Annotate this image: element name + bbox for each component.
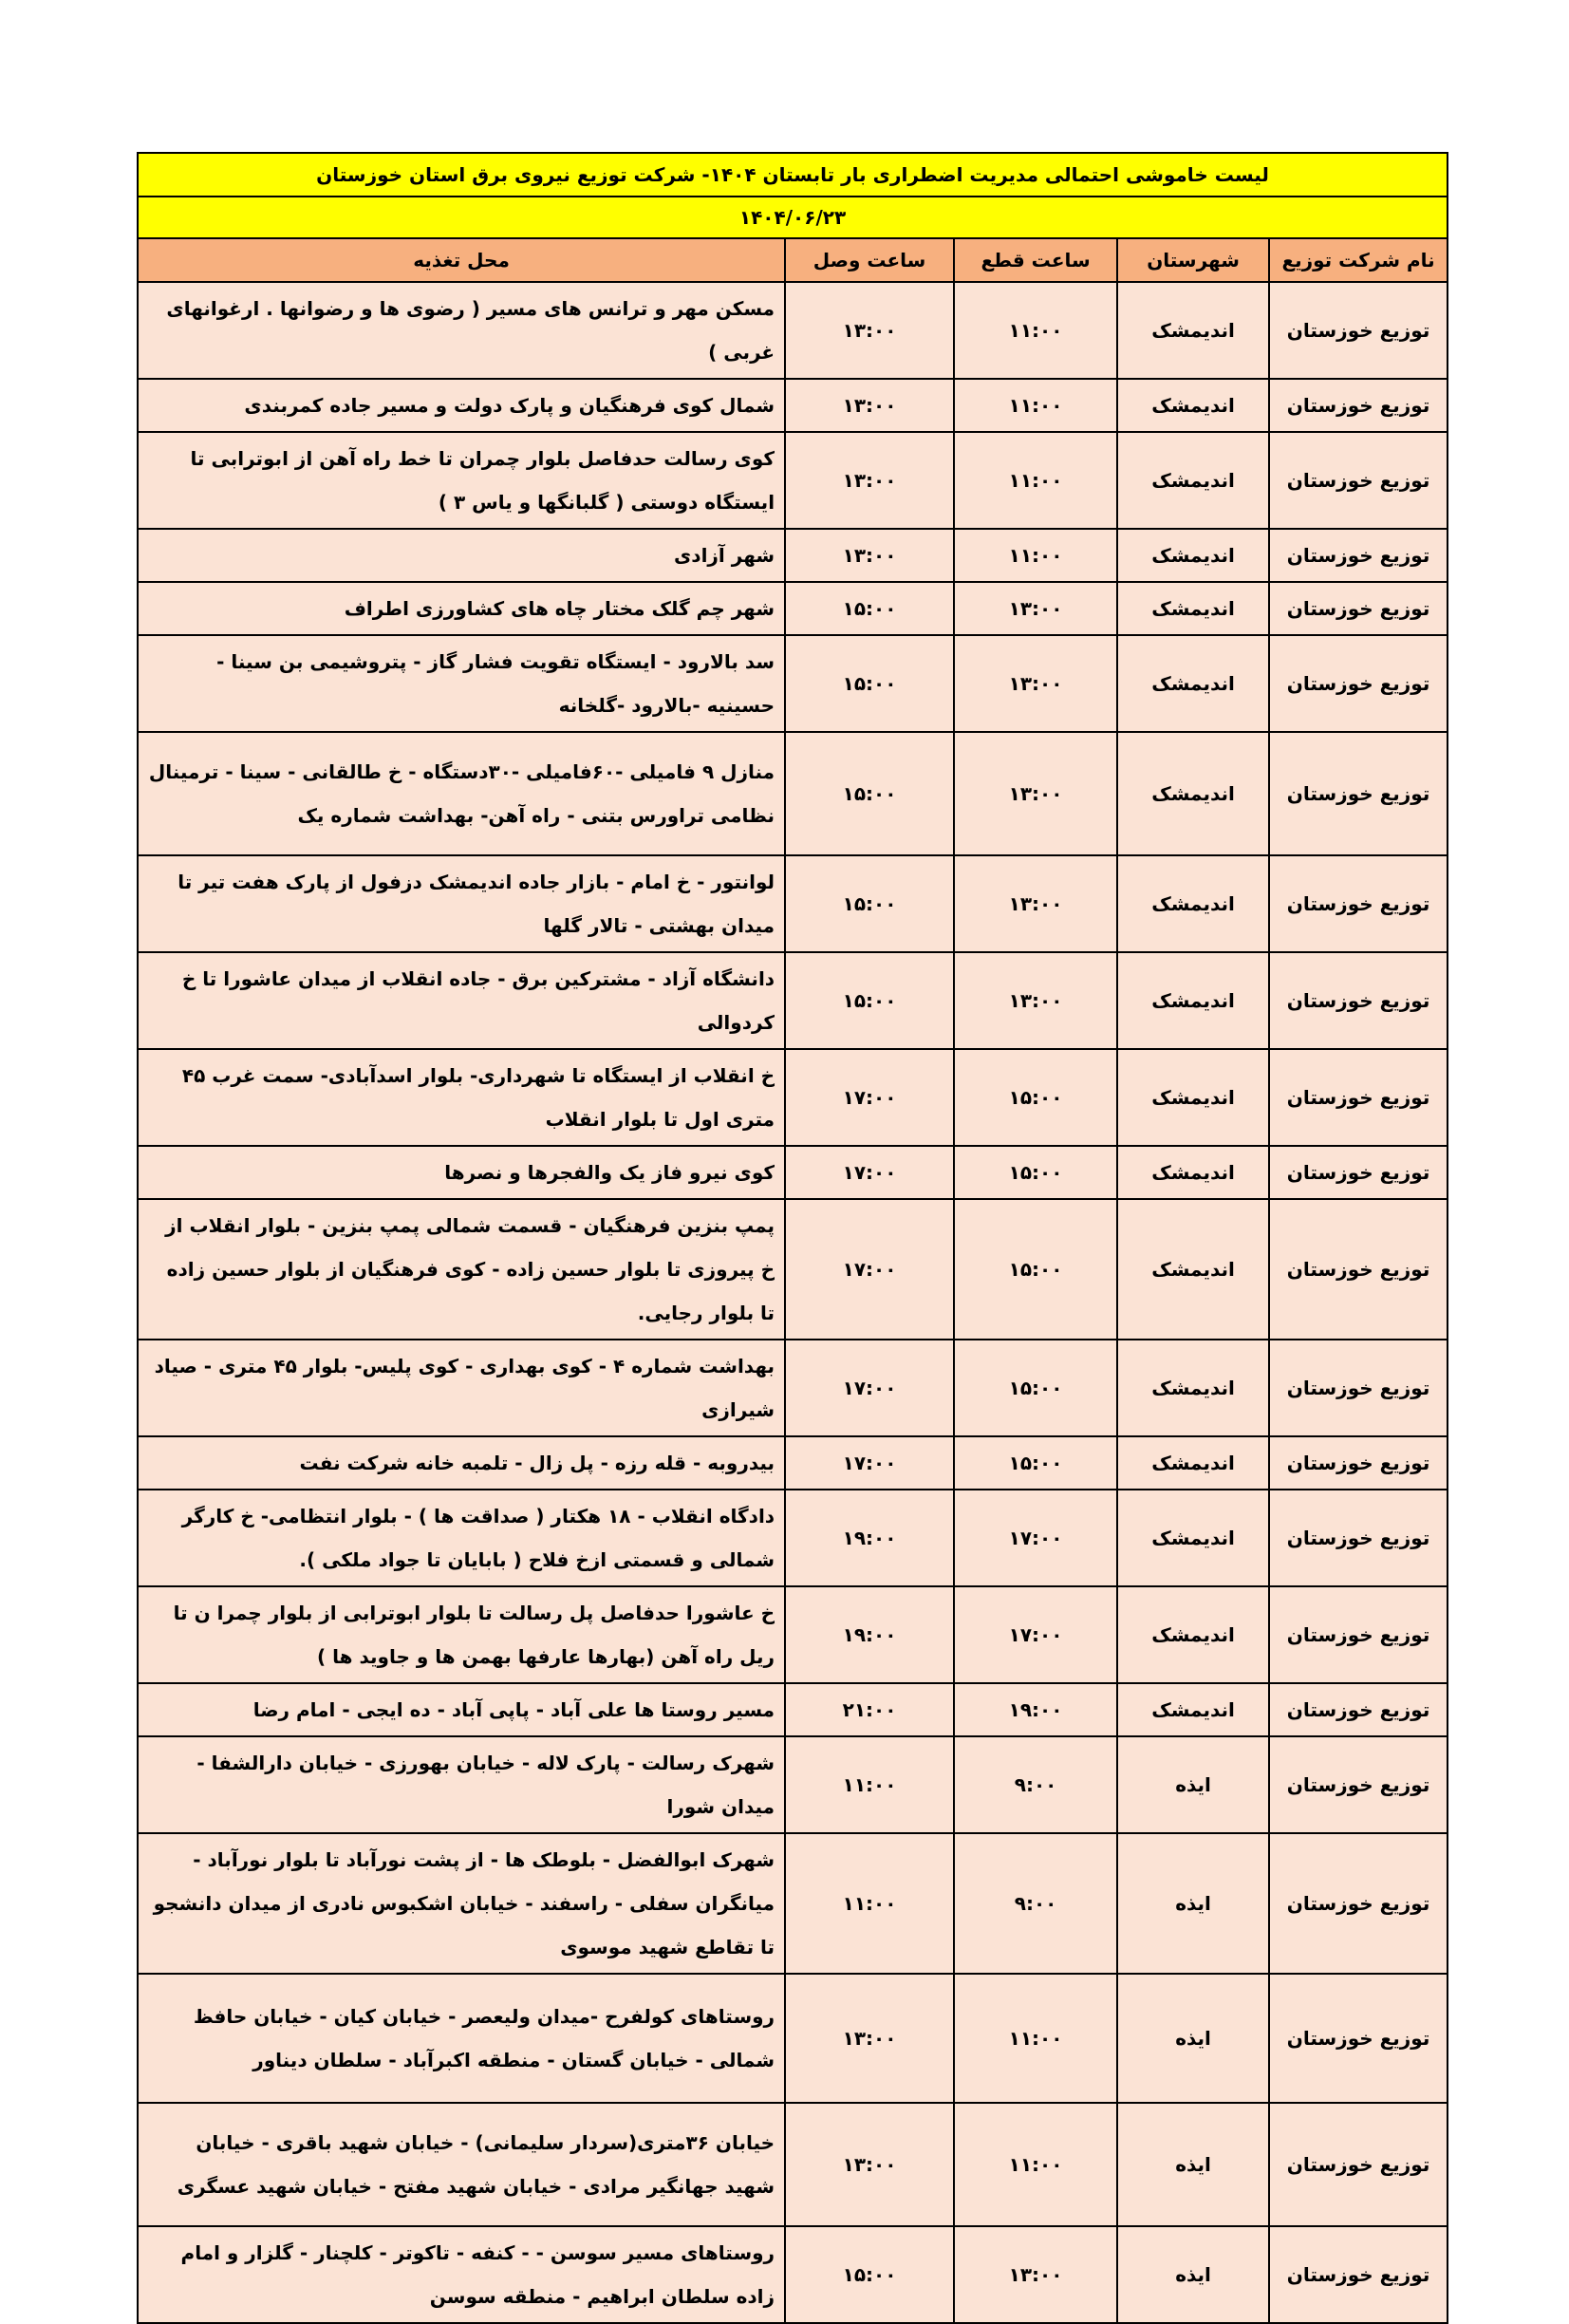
cell-company: توزیع خوزستان xyxy=(1269,2103,1448,2226)
outage-table xyxy=(137,152,1448,2324)
cell-cut-time: ۱۱:۰۰ xyxy=(954,529,1117,582)
header-company: نام شرکت توزیع xyxy=(1269,238,1448,282)
table-date: ۱۴۰۴/۰۶/۲۳ xyxy=(138,197,1448,238)
outage-sheet xyxy=(137,152,1447,2324)
cell-company: توزیع خوزستان xyxy=(1269,952,1448,1049)
table-row xyxy=(138,282,1448,379)
table-row xyxy=(138,1490,1448,1586)
cell-city: اندیمشک xyxy=(1117,1490,1269,1586)
cell-connect-time: ۱۳:۰۰ xyxy=(785,282,954,379)
cell-company: توزیع خوزستان xyxy=(1269,855,1448,952)
cell-company: توزیع خوزستان xyxy=(1269,2226,1448,2323)
cell-company: توزیع خوزستان xyxy=(1269,529,1448,582)
cell-cut-time: ۱۳:۰۰ xyxy=(954,855,1117,952)
cell-company: توزیع خوزستان xyxy=(1269,582,1448,635)
cell-city: اندیمشک xyxy=(1117,732,1269,855)
cell-city: ایذه xyxy=(1117,1736,1269,1833)
cell-company: توزیع خوزستان xyxy=(1269,1436,1448,1490)
cell-city: ایذه xyxy=(1117,2226,1269,2323)
cell-location: بهداشت شماره ۴ - کوی بهداری - کوی پلیس- بلوار ۴۵ متری - صیاد شیرازی xyxy=(138,1340,785,1436)
cell-company: توزیع خوزستان xyxy=(1269,1199,1448,1340)
cell-cut-time: ۱۱:۰۰ xyxy=(954,379,1117,432)
cell-location: مسیر روستا ها علی آباد - پاپی آباد - ده ایجی - امام رضا xyxy=(138,1683,785,1736)
table-row xyxy=(138,1199,1448,1340)
cell-city: ایذه xyxy=(1117,2103,1269,2226)
cell-connect-time: ۱۹:۰۰ xyxy=(785,1586,954,1683)
table-row xyxy=(138,1833,1448,1974)
cell-connect-time: ۱۷:۰۰ xyxy=(785,1146,954,1199)
cell-location: لوانتور - خ امام - بازار جاده اندیمشک دزفول از پارک هفت تیر تا میدان بهشتی - تالار گلها xyxy=(138,855,785,952)
cell-connect-time: ۱۳:۰۰ xyxy=(785,2103,954,2226)
cell-cut-time: ۱۵:۰۰ xyxy=(954,1199,1117,1340)
cell-cut-time: ۱۵:۰۰ xyxy=(954,1436,1117,1490)
cell-connect-time: ۱۷:۰۰ xyxy=(785,1049,954,1146)
table-row xyxy=(138,1436,1448,1490)
cell-company: توزیع خوزستان xyxy=(1269,1833,1448,1974)
cell-location: خ عاشورا حدفاصل پل رسالت تا بلوار ابوترابی از بلوار چمرا ن تا ریل راه آهن (بهارها عارفها بهمن ها و جاوید ها ) xyxy=(138,1586,785,1683)
cell-city: اندیمشک xyxy=(1117,952,1269,1049)
table-row xyxy=(138,1683,1448,1736)
cell-connect-time: ۱۵:۰۰ xyxy=(785,582,954,635)
header-cut-time: ساعت قطع xyxy=(954,238,1117,282)
cell-location: روستاهای کولفرح -میدان ولیعصر - خیابان کیان - خیابان حافظ شمالی - خیابان گستان - منطقه اکبرآباد - سلطان دیناور xyxy=(138,1974,785,2103)
cell-connect-time: ۱۷:۰۰ xyxy=(785,1340,954,1436)
cell-city: اندیمشک xyxy=(1117,582,1269,635)
cell-cut-time: ۱۳:۰۰ xyxy=(954,952,1117,1049)
cell-city: اندیمشک xyxy=(1117,432,1269,529)
cell-city: اندیمشک xyxy=(1117,635,1269,732)
cell-city: اندیمشک xyxy=(1117,1340,1269,1436)
cell-city: اندیمشک xyxy=(1117,1146,1269,1199)
cell-location: دانشگاه آزاد - مشترکین برق - جاده انقلاب از میدان عاشورا تا خ کردوالی xyxy=(138,952,785,1049)
cell-cut-time: ۱۱:۰۰ xyxy=(954,2103,1117,2226)
table-row xyxy=(138,379,1448,432)
cell-location: خیابان ۳۶متری(سردار سلیمانی) - خیابان شهید باقری - خیابان شهید جهانگیر مرادی - خیابان شهید مفتح - خیابان شهید عسگری xyxy=(138,2103,785,2226)
cell-cut-time: ۱۷:۰۰ xyxy=(954,1490,1117,1586)
cell-location: مسکن مهر و ترانس های مسیر ( رضوی ها و رضوانها . ارغوانهای غربی ) xyxy=(138,282,785,379)
cell-connect-time: ۱۵:۰۰ xyxy=(785,952,954,1049)
cell-connect-time: ۲۱:۰۰ xyxy=(785,1683,954,1736)
cell-location: سد بالارود - ایستگاه تقویت فشار گاز - پتروشیمی بن سینا - حسینیه -بالارود -گلخانه xyxy=(138,635,785,732)
cell-cut-time: ۱۱:۰۰ xyxy=(954,432,1117,529)
cell-company: توزیع خوزستان xyxy=(1269,432,1448,529)
cell-company: توزیع خوزستان xyxy=(1269,1683,1448,1736)
cell-connect-time: ۱۵:۰۰ xyxy=(785,855,954,952)
table-row xyxy=(138,1736,1448,1833)
cell-company: توزیع خوزستان xyxy=(1269,1340,1448,1436)
cell-city: ایذه xyxy=(1117,1974,1269,2103)
table-title: لیست خاموشی احتمالی مدیریت اضطراری بار تابستان ۱۴۰۴- شرکت توزیع نیروی برق استان خوزستان xyxy=(138,153,1448,197)
table-row xyxy=(138,1146,1448,1199)
cell-cut-time: ۹:۰۰ xyxy=(954,1833,1117,1974)
cell-company: توزیع خوزستان xyxy=(1269,1490,1448,1586)
cell-location: منازل ۹ فامیلی -۶۰فامیلی -۳۰دستگاه - خ طالقانی - سینا - ترمینال نظامی تراورس بتنی - راه آهن- بهداشت شماره یک xyxy=(138,732,785,855)
cell-company: توزیع خوزستان xyxy=(1269,1736,1448,1833)
table-row xyxy=(138,635,1448,732)
cell-cut-time: ۱۱:۰۰ xyxy=(954,1974,1117,2103)
cell-connect-time: ۱۳:۰۰ xyxy=(785,432,954,529)
cell-cut-time: ۱۱:۰۰ xyxy=(954,282,1117,379)
cell-city: اندیمشک xyxy=(1117,379,1269,432)
cell-company: توزیع خوزستان xyxy=(1269,1049,1448,1146)
cell-cut-time: ۱۷:۰۰ xyxy=(954,1586,1117,1683)
cell-company: توزیع خوزستان xyxy=(1269,1586,1448,1683)
cell-connect-time: ۱۵:۰۰ xyxy=(785,2226,954,2323)
cell-location: دادگاه انقلاب - ۱۸ هکتار ( صداقت ها ) - بلوار انتظامی- خ کارگر شمالی و قسمتی ازخ فلاح ( بابایان تا جواد ملکی ). xyxy=(138,1490,785,1586)
cell-location: کوی رسالت حدفاصل بلوار چمران تا خط راه آهن از ابوترابی تا ایستگاه دوستی ( گلبانگها و یاس ۳ ) xyxy=(138,432,785,529)
table-row xyxy=(138,732,1448,855)
table-row xyxy=(138,1586,1448,1683)
cell-city: اندیمشک xyxy=(1117,1436,1269,1490)
cell-city: اندیمشک xyxy=(1117,282,1269,379)
table-row xyxy=(138,432,1448,529)
cell-city: ایذه xyxy=(1117,1833,1269,1974)
cell-cut-time: ۱۵:۰۰ xyxy=(954,1049,1117,1146)
cell-cut-time: ۱۳:۰۰ xyxy=(954,2226,1117,2323)
cell-cut-time: ۱۵:۰۰ xyxy=(954,1340,1117,1436)
cell-connect-time: ۱۹:۰۰ xyxy=(785,1490,954,1586)
cell-connect-time: ۱۷:۰۰ xyxy=(785,1199,954,1340)
cell-location: کوی نیرو فاز یک والفجرها و نصرها xyxy=(138,1146,785,1199)
cell-location: بیدروبه - قله رزه - پل زال - تلمبه خانه شرکت نفت xyxy=(138,1436,785,1490)
cell-city: اندیمشک xyxy=(1117,855,1269,952)
cell-connect-time: ۱۳:۰۰ xyxy=(785,529,954,582)
cell-connect-time: ۱۳:۰۰ xyxy=(785,1974,954,2103)
table-body xyxy=(138,282,1448,2323)
cell-cut-time: ۱۳:۰۰ xyxy=(954,582,1117,635)
table-row xyxy=(138,952,1448,1049)
cell-company: توزیع خوزستان xyxy=(1269,379,1448,432)
cell-cut-time: ۱۳:۰۰ xyxy=(954,732,1117,855)
table-row xyxy=(138,1974,1448,2103)
cell-location: شهرک رسالت - پارک لاله - خیابان بهورزی - خیابان دارالشفا - میدان شورا xyxy=(138,1736,785,1833)
cell-location: روستاهای مسیر سوسن - - کنفه - تاکوتر - کلچنار - گلزار و امام زاده سلطان ابراهیم - منطقه سوسن xyxy=(138,2226,785,2323)
table-row xyxy=(138,529,1448,582)
cell-connect-time: ۱۵:۰۰ xyxy=(785,635,954,732)
table-row xyxy=(138,2103,1448,2226)
cell-cut-time: ۱۹:۰۰ xyxy=(954,1683,1117,1736)
cell-connect-time: ۱۷:۰۰ xyxy=(785,1436,954,1490)
cell-city: اندیمشک xyxy=(1117,1683,1269,1736)
cell-company: توزیع خوزستان xyxy=(1269,1146,1448,1199)
cell-location: شهرک ابوالفضل - بلوطک ها - از پشت نورآباد تا بلوار نورآباد - میانگران سفلی - راسفند - خیابان اشکبوس نادری از میدان دانشجو تا تقاطع شهید موسوی xyxy=(138,1833,785,1974)
cell-city: اندیمشک xyxy=(1117,1199,1269,1340)
table-row xyxy=(138,582,1448,635)
cell-company: توزیع خوزستان xyxy=(1269,635,1448,732)
cell-location: پمپ بنزین فرهنگیان - قسمت شمالی پمپ بنزین - بلوار انقلاب از خ پیروزی تا بلوار حسین زاده - کوی فرهنگیان از بلوار حسین زاده تا بلوار رجایی. xyxy=(138,1199,785,1340)
table-row xyxy=(138,2226,1448,2323)
cell-city: اندیمشک xyxy=(1117,1586,1269,1683)
cell-company: توزیع خوزستان xyxy=(1269,1974,1448,2103)
cell-city: اندیمشک xyxy=(1117,1049,1269,1146)
cell-location: شهر چم گلک مختار چاه های کشاورزی اطراف xyxy=(138,582,785,635)
header-location: محل تغذیه xyxy=(138,238,785,282)
cell-cut-time: ۱۳:۰۰ xyxy=(954,635,1117,732)
header-connect-time: ساعت وصل xyxy=(785,238,954,282)
cell-cut-time: ۱۵:۰۰ xyxy=(954,1146,1117,1199)
table-row xyxy=(138,1340,1448,1436)
cell-location: شهر آزادی xyxy=(138,529,785,582)
cell-cut-time: ۹:۰۰ xyxy=(954,1736,1117,1833)
cell-connect-time: ۱۱:۰۰ xyxy=(785,1833,954,1974)
cell-location: شمال کوی فرهنگیان و پارک دولت و مسیر جاده کمربندی xyxy=(138,379,785,432)
header-city: شهرستان xyxy=(1117,238,1269,282)
cell-location: خ انقلاب از ایستگاه تا شهرداری- بلوار اسدآبادی- سمت غرب ۴۵ متری اول تا بلوار انقلاب xyxy=(138,1049,785,1146)
cell-connect-time: ۱۵:۰۰ xyxy=(785,732,954,855)
cell-company: توزیع خوزستان xyxy=(1269,732,1448,855)
cell-connect-time: ۱۳:۰۰ xyxy=(785,379,954,432)
cell-company: توزیع خوزستان xyxy=(1269,282,1448,379)
cell-connect-time: ۱۱:۰۰ xyxy=(785,1736,954,1833)
cell-city: اندیمشک xyxy=(1117,529,1269,582)
table-row xyxy=(138,1049,1448,1146)
table-row xyxy=(138,855,1448,952)
